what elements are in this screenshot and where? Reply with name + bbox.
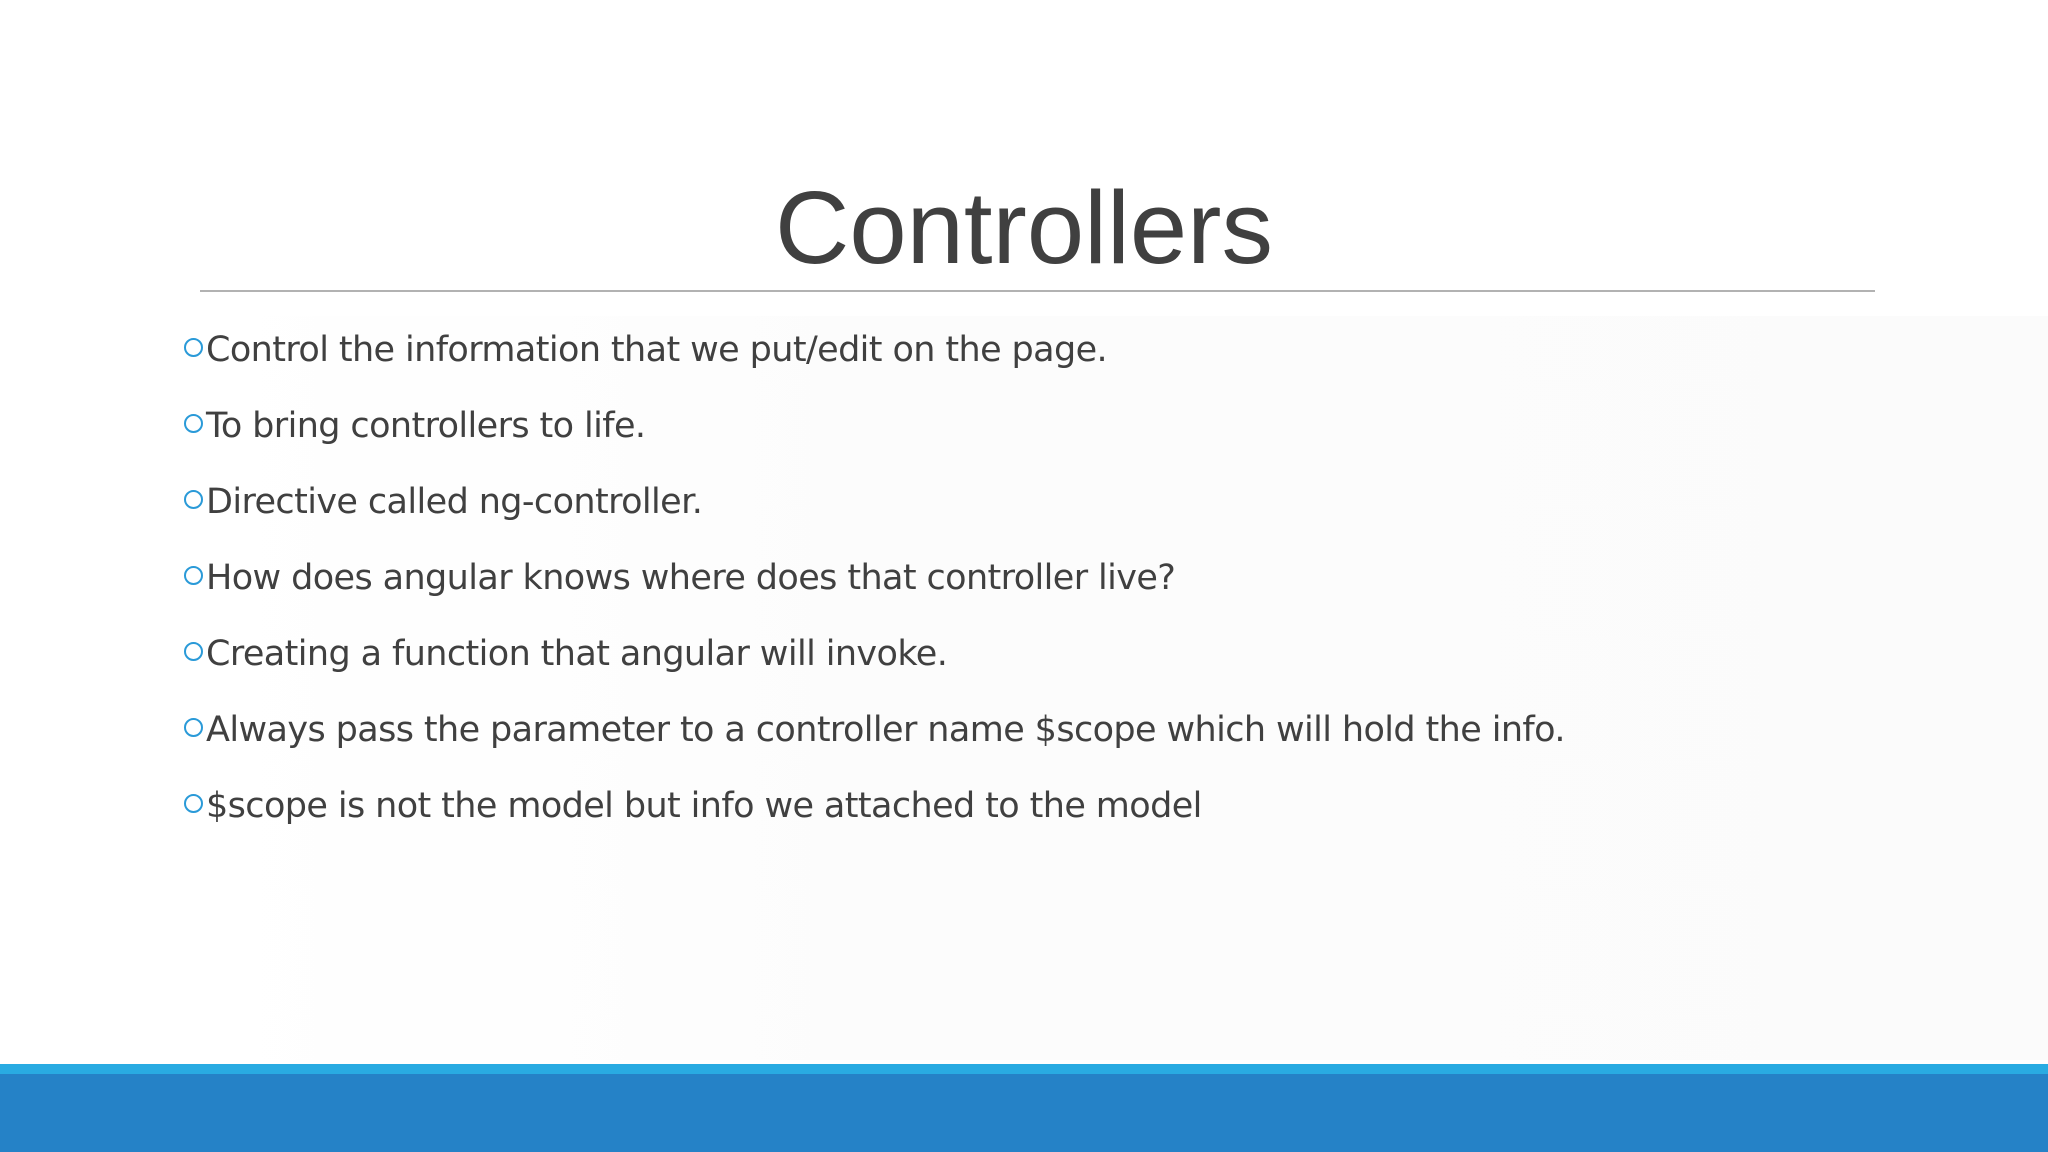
hollow-circle-bullet-icon [184, 414, 203, 433]
bullet-item [184, 540, 1944, 616]
title-divider [200, 290, 1875, 292]
hollow-circle-bullet-icon [184, 718, 203, 737]
bullet-text: To bring controllers to life. [206, 406, 646, 446]
bullet-item [184, 388, 1944, 464]
bullet-text: $scope is not the model but info we attached to the model [206, 786, 1202, 826]
hollow-circle-bullet-icon [184, 338, 203, 357]
bullet-text: Creating a function that angular will invoke. [206, 634, 948, 674]
bullet-text: Directive called ng-controller. [206, 482, 703, 522]
bullet-item [184, 464, 1944, 540]
bullet-list [184, 312, 1944, 844]
bullet-text: How does angular knows where does that controller live? [206, 558, 1176, 598]
footer-accent-stripe [0, 1064, 2048, 1074]
bullet-text: Always pass the parameter to a controller name $scope which will hold the info. [206, 710, 1565, 750]
slide-title: Controllers [774, 170, 1273, 285]
hollow-circle-bullet-icon [184, 794, 203, 813]
bullet-item [184, 692, 1944, 768]
hollow-circle-bullet-icon [184, 490, 203, 509]
bullet-text: Control the information that we put/edit on the page. [206, 330, 1108, 370]
footer-bar [0, 1074, 2048, 1152]
bullet-item [184, 768, 1944, 844]
bullet-item [184, 312, 1944, 388]
hollow-circle-bullet-icon [184, 642, 203, 661]
hollow-circle-bullet-icon [184, 566, 203, 585]
bullet-item [184, 616, 1944, 692]
